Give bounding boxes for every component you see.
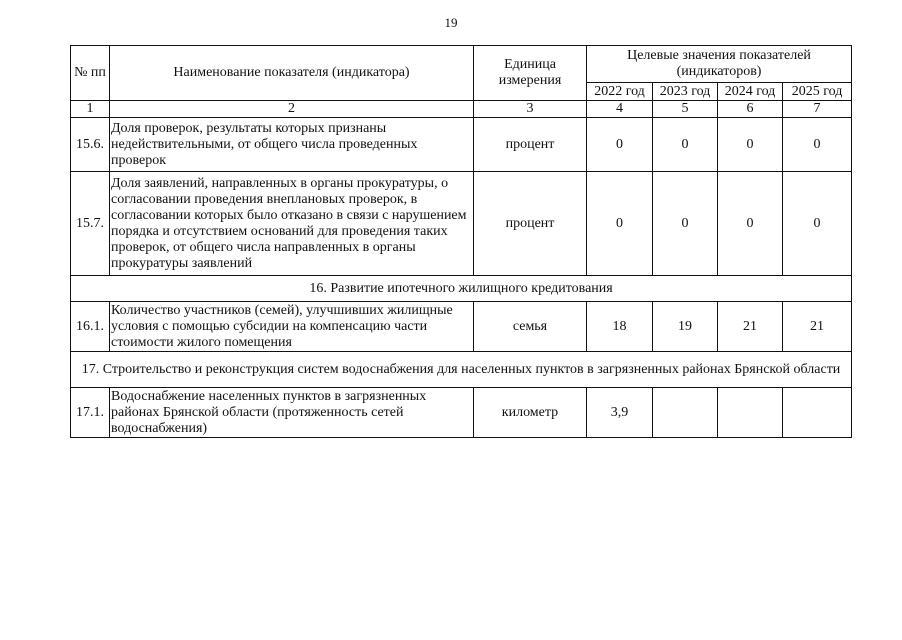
value-2022: 18 <box>587 302 653 352</box>
value-2024: 0 <box>718 172 783 276</box>
value-2022: 0 <box>587 172 653 276</box>
value-2023 <box>653 388 718 438</box>
value-2024: 0 <box>718 118 783 172</box>
indicator-unit: процент <box>474 172 587 276</box>
header-target-values: Целевые значения показателей (индикаторов) <box>587 46 852 83</box>
value-2023: 19 <box>653 302 718 352</box>
header-num: № пп <box>71 46 110 101</box>
header-year-2025: 2025 год <box>783 83 852 101</box>
value-2023: 0 <box>653 172 718 276</box>
page-number: 19 <box>444 15 458 30</box>
value-2022: 0 <box>587 118 653 172</box>
row-number: 16.1. <box>71 302 110 352</box>
indicator-unit: семья <box>474 302 587 352</box>
column-number: 5 <box>653 101 718 118</box>
value-2024 <box>718 388 783 438</box>
row-number: 15.6. <box>71 118 110 172</box>
column-number: 2 <box>110 101 474 118</box>
value-2025: 0 <box>783 172 852 276</box>
indicator-name: Доля проверок, результаты которых признаны недействительными, от общего числа проведенных проверок <box>110 118 474 172</box>
indicator-unit: километр <box>474 388 587 438</box>
indicators-table <box>70 45 852 438</box>
column-number: 1 <box>71 101 110 118</box>
value-2025: 0 <box>783 118 852 172</box>
column-number: 7 <box>783 101 852 118</box>
section-title-16: 16. Развитие ипотечного жилищного кредитования <box>71 276 852 302</box>
column-numbers-row <box>71 101 852 118</box>
table-row <box>71 172 852 276</box>
row-number: 15.7. <box>71 172 110 276</box>
section-title-17: 17. Строительство и реконструкция систем водоснабжения для населенных пунктов в загрязненных районах Брянской области <box>71 352 852 388</box>
value-2022: 3,9 <box>587 388 653 438</box>
indicator-name: Водоснабжение населенных пунктов в загрязненных районах Брянской области (протяженность сетей водоснабжения) <box>110 388 474 438</box>
column-number: 4 <box>587 101 653 118</box>
indicator-name: Количество участников (семей), улучшивших жилищные условия с помощью субсидии на компенсацию части стоимости жилого помещения <box>110 302 474 352</box>
header-year-2024: 2024 год <box>718 83 783 101</box>
column-number: 3 <box>474 101 587 118</box>
header-year-2023: 2023 год <box>653 83 718 101</box>
header-unit: Единица измерения <box>474 46 587 101</box>
indicator-unit: процент <box>474 118 587 172</box>
table-row <box>71 388 852 438</box>
value-2024: 21 <box>718 302 783 352</box>
header-year-2022: 2022 год <box>587 83 653 101</box>
section-row <box>71 276 852 302</box>
value-2023: 0 <box>653 118 718 172</box>
column-number: 6 <box>718 101 783 118</box>
section-row <box>71 352 852 388</box>
indicator-name: Доля заявлений, направленных в органы прокуратуры, о согласовании проведения внеплановых проверок, в согласовании которых было отказано в связи с нарушением порядка и отсутствием оснований для проведения таких проверок, от общего числа направленных в органы прокуратуры заявлений <box>110 172 474 276</box>
header-name: Наименование показателя (индикатора) <box>110 46 474 101</box>
row-number: 17.1. <box>71 388 110 438</box>
table-row <box>71 302 852 352</box>
header-row <box>71 46 852 83</box>
value-2025 <box>783 388 852 438</box>
value-2025: 21 <box>783 302 852 352</box>
table-row <box>71 118 852 172</box>
